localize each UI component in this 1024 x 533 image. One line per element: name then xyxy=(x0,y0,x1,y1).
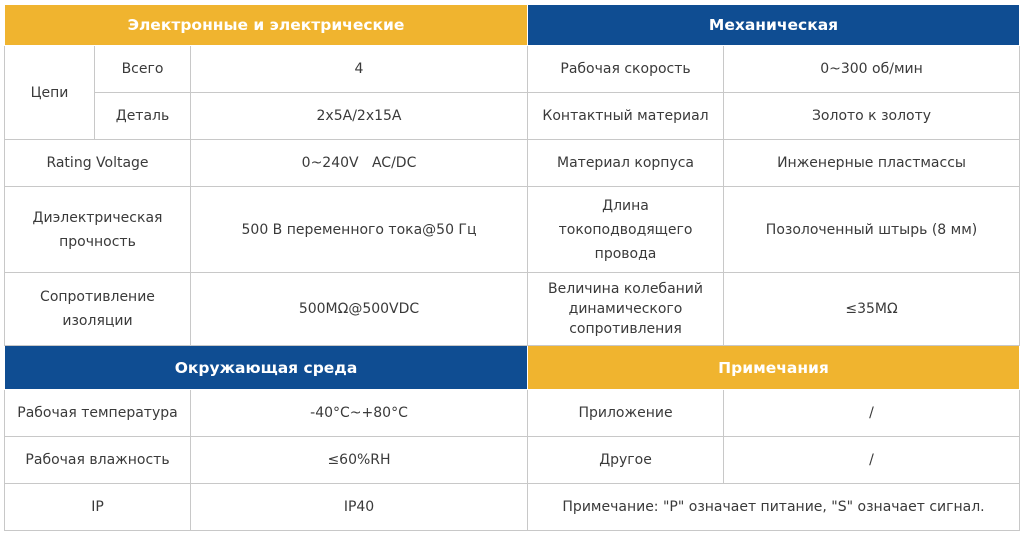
housing-label: Материал корпуса xyxy=(528,140,724,187)
detail-label: Деталь xyxy=(95,93,191,140)
header-mechanical: Механическая xyxy=(528,5,1020,46)
voltage-label: Rating Voltage xyxy=(5,140,191,187)
note-text: Примечание: "P" означает питание, "S" означает сигнал. xyxy=(528,484,1020,531)
circuits-label: Цепи xyxy=(5,46,95,140)
contact-label: Контактный материал xyxy=(528,93,724,140)
lead-label: Длина токоподводящего провода xyxy=(528,187,724,273)
temp-value: -40°C~+80°C xyxy=(191,390,528,437)
housing-value: Инженерные пластмассы xyxy=(724,140,1020,187)
ip-label: IP xyxy=(5,484,191,531)
speed-value: 0~300 об/мин xyxy=(724,46,1020,93)
table-row xyxy=(5,46,1020,93)
insulation-value: 500MΩ@500VDC xyxy=(191,273,528,346)
header-environment: Окружающая среда xyxy=(5,346,528,390)
resistance-value: ≤35MΩ xyxy=(724,273,1020,346)
dielectric-label: Диэлектрическая прочность xyxy=(5,187,191,273)
table-row xyxy=(5,437,1020,484)
table-row xyxy=(5,484,1020,531)
humidity-label: Рабочая влажность xyxy=(5,437,191,484)
table-row xyxy=(5,187,1020,273)
detail-value: 2x5A/2x15A xyxy=(191,93,528,140)
application-label: Приложение xyxy=(528,390,724,437)
header-row-bottom xyxy=(5,346,1020,390)
lead-value: Позолоченный штырь (8 мм) xyxy=(724,187,1020,273)
table-row xyxy=(5,390,1020,437)
total-value: 4 xyxy=(191,46,528,93)
contact-value: Золото к золоту xyxy=(724,93,1020,140)
dielectric-value: 500 В переменного тока@50 Гц xyxy=(191,187,528,273)
header-row-top xyxy=(5,5,1020,46)
total-label: Всего xyxy=(95,46,191,93)
temp-label: Рабочая температура xyxy=(5,390,191,437)
header-electrical: Электронные и электрические xyxy=(5,5,528,46)
header-notes: Примечания xyxy=(528,346,1020,390)
speed-label: Рабочая скорость xyxy=(528,46,724,93)
other-label: Другое xyxy=(528,437,724,484)
application-value: / xyxy=(724,390,1020,437)
other-value: / xyxy=(724,437,1020,484)
table-row xyxy=(5,273,1020,346)
resistance-label: Величина колебаний динамического сопротивления xyxy=(528,273,724,346)
table-row xyxy=(5,140,1020,187)
humidity-value: ≤60%RH xyxy=(191,437,528,484)
voltage-value: 0~240V AC/DC xyxy=(191,140,528,187)
insulation-label: Сопротивление изоляции xyxy=(5,273,191,346)
table-row xyxy=(5,93,1020,140)
ip-value: IP40 xyxy=(191,484,528,531)
spec-table xyxy=(4,4,1020,531)
